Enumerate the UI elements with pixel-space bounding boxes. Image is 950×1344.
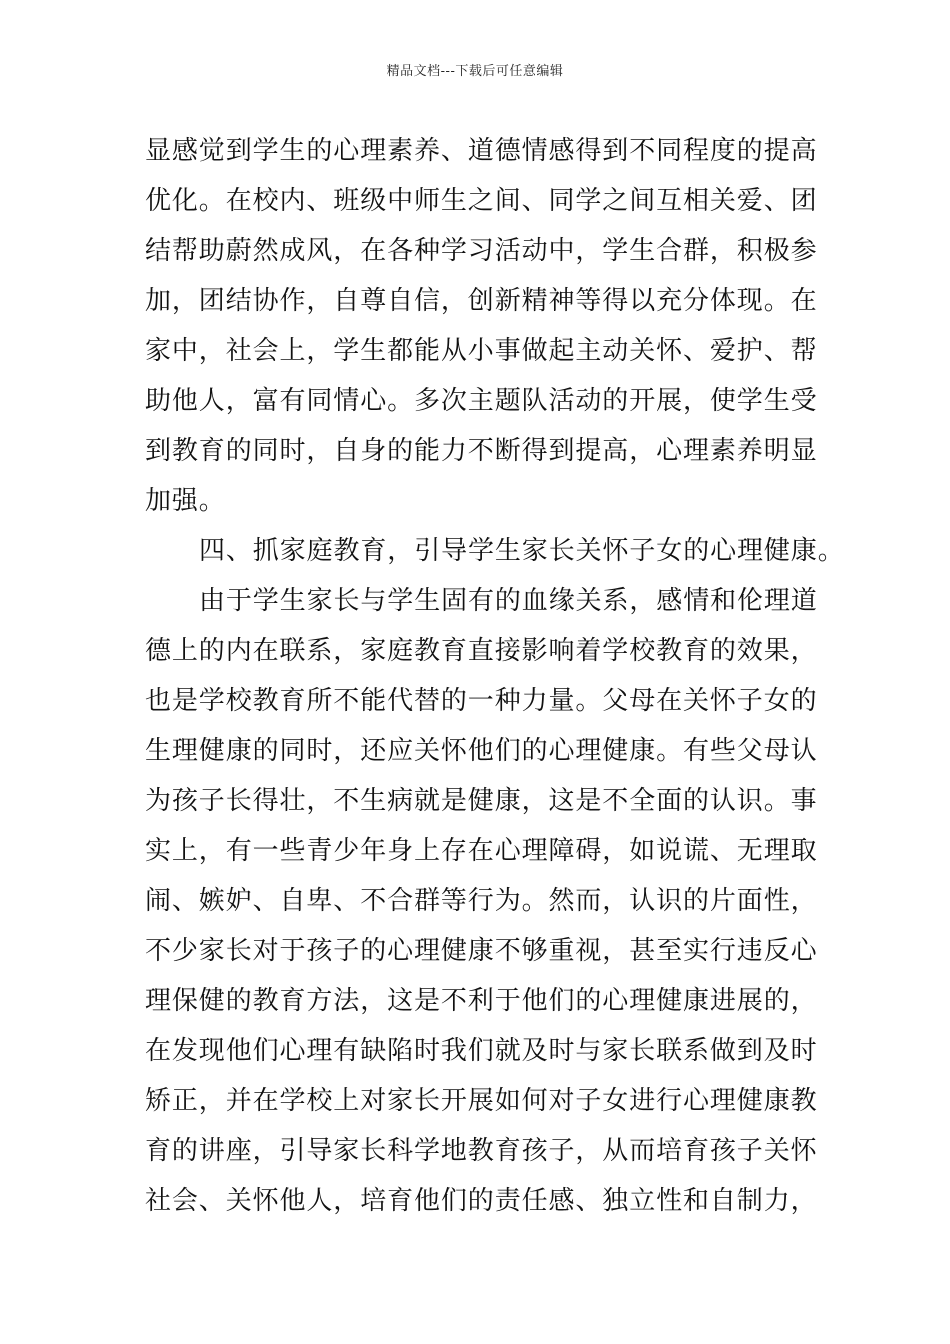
text-line: 不少家长对于孩子的心理健康不够重视，甚至实行违反心 — [145, 936, 818, 966]
text-line: 生理健康的同时，还应关怀他们的心理健康。有些父母认 — [145, 736, 818, 766]
text-line: 四、抓家庭教育，引导学生家长关怀子女的心理健康。 — [199, 536, 845, 566]
text-line: 为孩子长得壮，不生病就是健康，这是不全面的认识。事 — [145, 786, 818, 816]
text-line: 显感觉到学生的心理素养、道德情感得到不同程度的提高 — [145, 136, 818, 166]
text-line: 育的讲座，引导家长科学地教育孩子，从而培育孩子关怀 — [145, 1136, 818, 1166]
text-line: 也是学校教育所不能代替的一种力量。父母在关怀子女的 — [145, 686, 818, 716]
text-line: 由于学生家长与学生固有的血缘关系，感情和伦理道 — [199, 586, 818, 616]
text-line: 加，团结协作，自尊自信，创新精神等得以充分体现。在 — [145, 286, 818, 316]
document-body — [145, 126, 845, 1226]
text-line: 助他人，富有同情心。多次主题队活动的开展，使学生受 — [145, 386, 818, 416]
text-line: 实上，有一些青少年身上存在心理障碍，如说谎、无理取 — [145, 836, 818, 866]
text-line: 矫正，并在学校上对家长开展如何对子女进行心理健康教 — [145, 1086, 818, 1116]
text-line: 德上的内在联系，家庭教育直接影响着学校教育的效果， — [145, 636, 818, 666]
text-line: 家中，社会上，学生都能从小事做起主动关怀、爱护、帮 — [145, 336, 818, 366]
text-line: 闹、嫉妒、自卑、不合群等行为。然而，认识的片面性， — [145, 886, 818, 916]
text-line: 到教育的同时，自身的能力不断得到提高，心理素养明显 — [145, 436, 818, 466]
text-line: 优化。在校内、班级中师生之间、同学之间互相关爱、团 — [145, 186, 818, 216]
text-line: 加强。 — [145, 486, 226, 516]
text-line: 理保健的教育方法，这是不利于他们的心理健康进展的， — [145, 986, 818, 1016]
page-header: 精品文档---下载后可任意编辑 — [386, 64, 564, 79]
text-line: 社会、关怀他人，培育他们的责任感、独立性和自制力， — [145, 1186, 818, 1216]
text-line: 在发现他们心理有缺陷时我们就及时与家长联系做到及时 — [145, 1036, 818, 1066]
text-line: 结帮助蔚然成风，在各种学习活动中，学生合群，积极参 — [145, 236, 818, 266]
